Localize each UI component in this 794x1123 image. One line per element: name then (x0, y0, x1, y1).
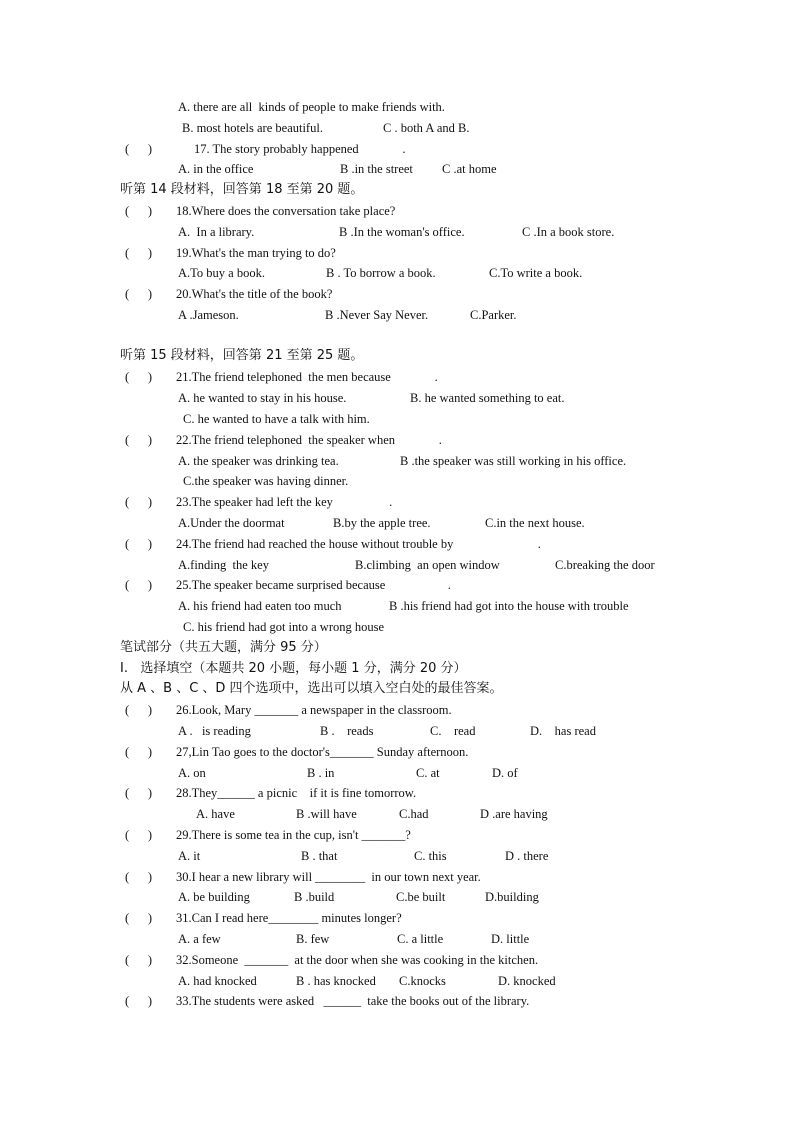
q17-stem: 17. The story probably happened . (194, 142, 406, 156)
q30-option-a: A. be building (178, 890, 250, 904)
q31-stem: 31.Can I read here________ minutes longer? (176, 911, 402, 925)
q27-option-d: D. of (492, 766, 518, 780)
q24-stem: 24.The friend had reached the house without trouble by . (176, 537, 541, 551)
answer-bracket: ( ) (125, 433, 153, 447)
q31-option-b: B. few (296, 932, 330, 946)
q21-option-a: A. he wanted to stay in his house. (178, 391, 347, 405)
q18-option-c: C .In a book store. (522, 225, 615, 239)
q25-stem: 25.The speaker became surprised because . (176, 578, 451, 592)
q23-option-b: B.by the apple tree. (333, 516, 431, 530)
q25-option-c: C. his friend had got into a wrong house (183, 620, 385, 634)
q21-option-c: C. he wanted to have a talk with him. (183, 412, 370, 426)
answer-bracket: ( ) (125, 786, 153, 800)
q20-option-b: B .Never Say Never. (325, 308, 429, 322)
q26-option-d: D. has read (530, 724, 596, 738)
q22-option-c: C.the speaker was having dinner. (183, 474, 349, 488)
q24-option-b: B.climbing an open window (355, 558, 500, 572)
q20-stem: 20.What's the title of the book? (176, 287, 333, 301)
answer-bracket: ( ) (125, 578, 153, 592)
q21-option-b: B. he wanted something to eat. (410, 391, 565, 405)
q24-option-c: C.breaking the door (555, 558, 655, 572)
q16-option-b: B. most hotels are beautiful. (182, 121, 323, 135)
q20-option-a: A .Jameson. (178, 308, 239, 322)
q19-option-a: A.To buy a book. (178, 266, 265, 280)
q24-option-a: A.finding the key (178, 558, 269, 572)
q23-option-c: C.in the next house. (485, 516, 585, 530)
q23-option-a: A.Under the doormat (178, 516, 285, 530)
q19-option-b: B . To borrow a book. (326, 266, 436, 280)
section-14-heading: 听第 14 段材料，回答第 18 至第 20 题。 (120, 182, 364, 197)
part-1-instructions: 从 A 、B 、C 、D 四个选项中，选出可以填入空白处的最佳答案。 (120, 681, 503, 696)
q31-option-c: C. a little (397, 932, 444, 946)
answer-bracket: ( ) (125, 953, 153, 967)
written-section-header: 笔试部分（共五大题，满分 95 分） (120, 640, 327, 655)
q30-option-b: B .build (294, 890, 335, 904)
q26-option-b: B . reads (320, 724, 374, 738)
q30-option-c: C.be built (396, 890, 446, 904)
answer-bracket: ( ) (125, 870, 153, 884)
q32-option-b: B . has knocked (296, 974, 376, 988)
q27-option-c: C. at (416, 766, 440, 780)
q25-option-b: B .his friend had got into the house with trouble (389, 599, 629, 613)
answer-bracket: ( ) (125, 246, 153, 260)
q18-option-a: A. In a library. (178, 225, 255, 239)
q32-option-c: C.knocks (399, 974, 446, 988)
q26-option-c: C. read (430, 724, 476, 738)
q19-stem: 19.What's the man trying to do? (176, 246, 336, 260)
q18-option-b: B .In the woman's office. (339, 225, 465, 239)
q17-option-a: A. in the office (178, 162, 254, 176)
q30-option-d: D.building (485, 890, 539, 904)
q32-option-a: A. had knocked (178, 974, 257, 988)
answer-bracket: ( ) (125, 287, 153, 301)
q18-stem: 18.Where does the conversation take place? (176, 204, 396, 218)
q28-stem: 28.They______ a picnic if it is fine tomorrow. (176, 786, 417, 800)
q30-stem: 30.I hear a new library will ________ in our town next year. (176, 870, 481, 884)
q33-stem: 33.The students were asked ______ take the books out of the library. (176, 994, 530, 1008)
answer-bracket: ( ) (125, 703, 153, 717)
q27-option-a: A. on (178, 766, 206, 780)
q17-option-b: B .in the street (340, 162, 413, 176)
q22-stem: 22.The friend telephoned the speaker when . (176, 433, 442, 447)
q29-option-a: A. it (178, 849, 201, 863)
q31-option-d: D. little (491, 932, 530, 946)
q28-option-d: D .are having (480, 807, 548, 821)
answer-bracket: ( ) (125, 911, 153, 925)
q19-option-c: C.To write a book. (489, 266, 583, 280)
q28-option-a: A. have (196, 807, 235, 821)
q21-stem: 21.The friend telephoned the men because . (176, 370, 438, 384)
q27-stem: 27,Lin Tao goes to the doctor's_______ Sunday afternoon. (176, 745, 469, 759)
q31-option-a: A. a few (178, 932, 221, 946)
q23-stem: 23.The speaker had left the key . (176, 495, 393, 509)
q28-option-c: C.had (399, 807, 429, 821)
answer-bracket: ( ) (125, 745, 153, 759)
answer-bracket: ( ) (125, 142, 153, 156)
q22-option-a: A. the speaker was drinking tea. (178, 454, 339, 468)
answer-bracket: ( ) (125, 370, 153, 384)
q26-stem: 26.Look, Mary _______ a newspaper in the classroom. (176, 703, 452, 717)
part-1-title: I. 选择填空（本题共 20 小题，每小题 1 分，满分 20 分） (120, 661, 467, 676)
q20-option-c: C.Parker. (470, 308, 517, 322)
q22-option-b: B .the speaker was still working in his office. (400, 454, 627, 468)
q27-option-b: B . in (307, 766, 335, 780)
q29-stem: 29.There is some tea in the cup, isn't _______? (176, 828, 411, 842)
q32-option-d: D. knocked (498, 974, 556, 988)
q32-stem: 32.Someone _______ at the door when she was cooking in the kitchen. (176, 953, 539, 967)
q26-option-a: A . is reading (178, 724, 251, 738)
section-15-heading: 听第 15 段材料，回答第 21 至第 25 题。 (120, 348, 364, 363)
q28-option-b: B .will have (296, 807, 357, 821)
answer-bracket: ( ) (125, 828, 153, 842)
q29-option-b: B . that (301, 849, 338, 863)
q16-option-a: A. there are all kinds of people to make friends with. (178, 100, 445, 114)
answer-bracket: ( ) (125, 204, 153, 218)
answer-bracket: ( ) (125, 537, 153, 551)
answer-bracket: ( ) (125, 495, 153, 509)
q29-option-d: D . there (505, 849, 549, 863)
q17-option-c: C .at home (442, 162, 497, 176)
q16-option-c: C . both A and B. (383, 121, 470, 135)
q29-option-c: C. this (414, 849, 447, 863)
answer-bracket: ( ) (125, 994, 153, 1008)
q25-option-a: A. his friend had eaten too much (178, 599, 342, 613)
